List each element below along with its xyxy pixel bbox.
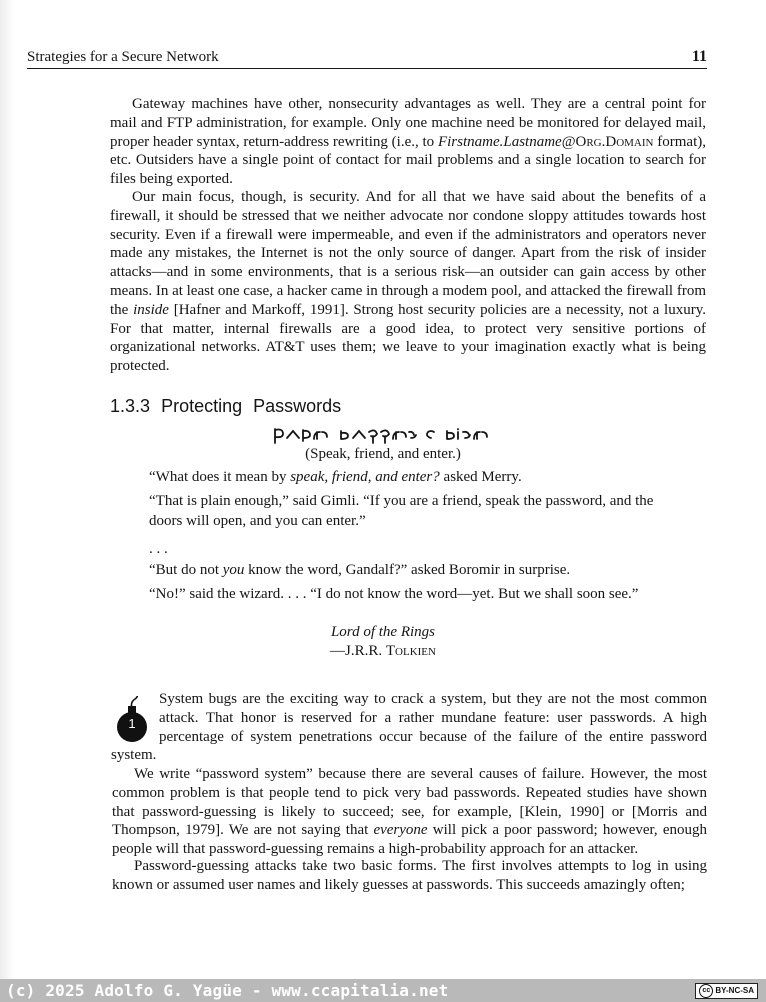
quote-boromir-a: “But do not	[149, 562, 223, 578]
source-dash: —J.R.R.	[330, 643, 386, 659]
quote-merry-a: “What does it mean by	[149, 469, 291, 485]
bomb-number: 1	[128, 716, 136, 731]
password-system-b: will pick a poor password; however, enough people will that password-guessing remains a high-probability approach for an attacker.	[112, 822, 707, 858]
paragraph-focus	[110, 188, 706, 376]
epigraph-translation: (Speak, friend, and enter.)	[305, 446, 461, 462]
quote-boromir-b: know the word, Gandalf?” asked Boromir in surprise.	[244, 562, 571, 578]
source-author-name: Tolkien	[385, 643, 436, 659]
bugs-line-4: system.	[111, 747, 157, 764]
page-edge-shadow	[0, 0, 14, 1002]
paragraph-focus-italic: inside	[133, 301, 169, 318]
quote-boromir-italic: you	[222, 562, 245, 578]
password-system-italic: everyone	[373, 822, 428, 839]
section-number: 1.3.3	[110, 396, 151, 416]
running-title: Strategies for a Secure Network	[27, 49, 219, 65]
bugs-line-2: attack. That honor is reserved for a rather mundane feature: user passwords. A high	[159, 709, 707, 726]
bugs-line-3: percentage of system penetrations occur because of the failure of the entire password	[159, 728, 707, 745]
paragraph-gateway-org: Org.Domain	[575, 133, 654, 150]
elvish-script-icon	[271, 426, 495, 446]
running-header	[27, 48, 707, 69]
paragraph-system-bugs	[111, 690, 707, 765]
epigraph-source-author	[0, 643, 766, 660]
footer-bar	[0, 979, 766, 1002]
section-heading	[110, 396, 341, 417]
cc-icon: cc	[699, 984, 713, 998]
quote-line-gimli: “That is plain enough,” said Gimli. “If you are a friend, speak the password, and the doors will open, and you can enter.”	[149, 493, 654, 529]
quote-ellipsis: . . .	[149, 541, 168, 557]
quote-merry-italic: speak, friend, and enter?	[290, 469, 440, 485]
bugs-line-1: System bugs are the exciting way to crack a system, but they are not the most common	[159, 691, 707, 707]
page-number: 11	[691, 48, 707, 65]
paragraph-password-guessing: Password-guessing attacks take two basic forms. The first involves attempts to log in using known or assumed user names and likely guesses at passwords. This succeeds amazingly often;	[112, 858, 707, 893]
paragraph-gateway-at: @	[561, 133, 576, 150]
quote-line-wizard: “No!” said the wizard. . . . “I do not know the word—yet. But we shall soon see.”	[149, 586, 639, 602]
paragraph-gateway-italic: Firstname.Lastname	[437, 133, 562, 150]
copyright-notice: (c) 2025 Adolfo G. Yagüe - www.ccapitalia.net	[6, 981, 449, 1000]
section-title: Protecting Passwords	[161, 396, 342, 416]
paragraph-gateway-text-b: format), etc. Outsiders have a single point of contact for mail problems and a single location to search for files being exported.	[110, 133, 706, 188]
quote-line-merry	[149, 467, 522, 487]
quote-merry-b: asked Merry.	[439, 469, 522, 485]
paragraph-password-system	[112, 765, 707, 859]
epigraph-source-title: Lord of the Rings	[330, 624, 436, 640]
quote-line-boromir	[149, 560, 570, 580]
password-system-a: We write “password system” because there are several causes of failure. However, the most common problem is that people tend to pick very bad passwords. Repeated studies have shown that password-guessing is likely to succeed; see, for example, [Klein, 1990] or [Morris and Thompson, 1979]. We are not saying that	[112, 766, 707, 839]
paragraph-focus-text-a: Our main focus, though, is security. And for all that we have said about the benefits of a firewall, it should be stressed that we neither advocate nor condone sloppy attitudes towards host security. Even if a firewall were impermeable, and even if the administrators and operators never made any mistakes, the Internet is not the only source of danger. Apart from the risk of insider attacks—and in some environments, that is a serious risk—an outsider can gain access by other means. In at least one case, a hacker came in through a modem pool, and attacked the firewall from the	[110, 189, 707, 318]
paragraph-gateway	[110, 95, 706, 189]
paragraph-focus-text-b: [Hafner and Markoff, 1991]. Strong host security policies are a necessity, not a luxury. For that matter, internal firewalls are a good idea, to protect very sensitive portions of organizational networks. AT&T uses them; we leave to your imagination exactly what is being protected.	[110, 301, 706, 375]
paragraph-gateway-text-a: Gateway machines have other, nonsecurity advantages as well. They are a central point for mail and FTP administration, for example. Only one machine need be monitored for delayed mail, proper header syntax, return-address rewriting (i.e., to	[110, 96, 706, 150]
license-text: BY-NC-SA	[715, 986, 754, 995]
license-badge[interactable]	[695, 983, 758, 999]
